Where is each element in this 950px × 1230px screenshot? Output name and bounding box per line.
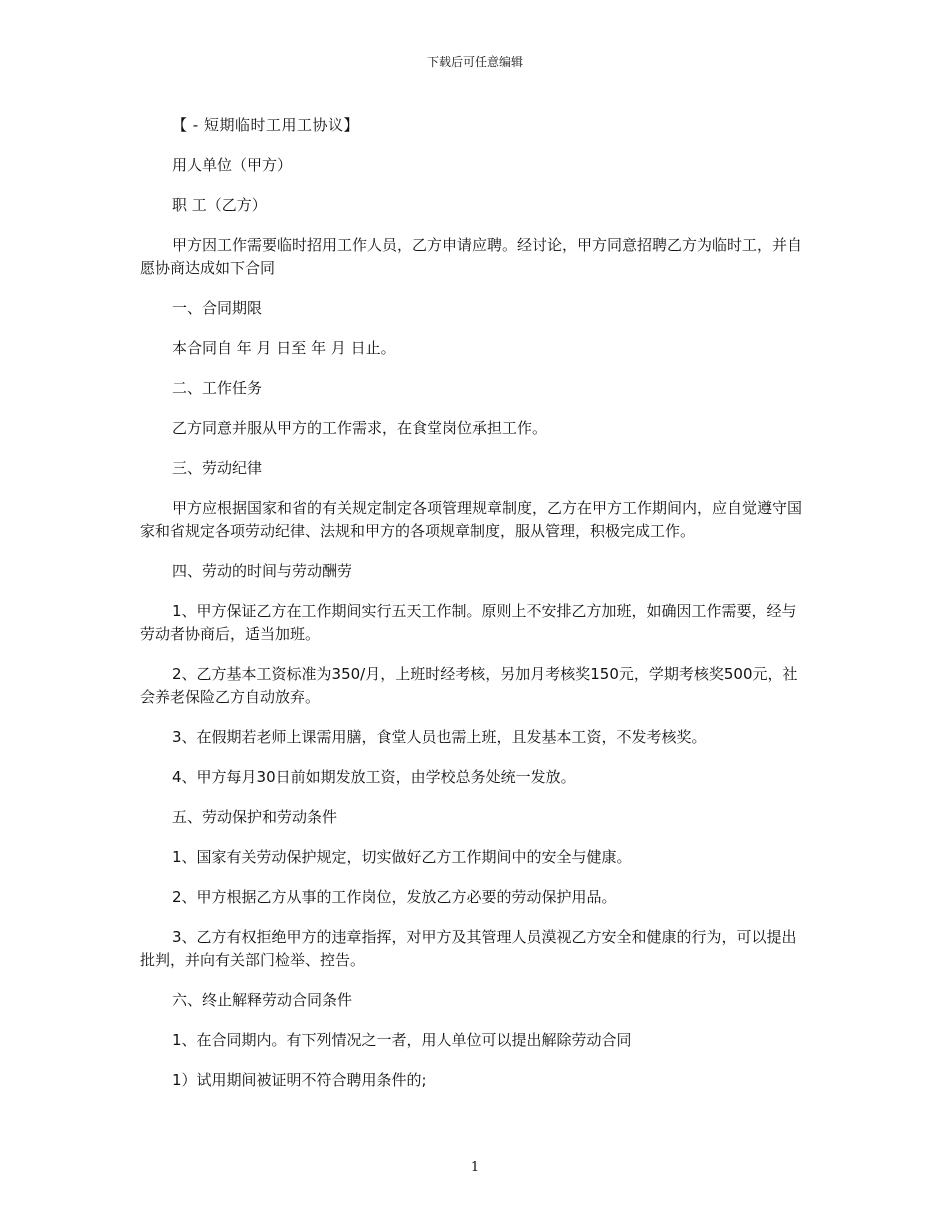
party-b-line: 职 工（乙方） xyxy=(172,196,267,214)
protection-item-3: 3、乙方有权拒绝甲方的违章指挥，对甲方及其管理人员漠视乙方安全和健康的行为，可以提出批判，并向有关部门检举、控告。 xyxy=(140,928,797,969)
protection-item-2: 2、甲方根据乙方从事的工作岗位，发放乙方必要的劳动保护用品。 xyxy=(172,888,617,906)
term-paragraph: 本合同自 年 月 日至 年 月 日止。 xyxy=(172,339,396,357)
hours-pay-item-1: 1、甲方保证乙方在工作期间实行五天工作制。原则上不安排乙方加班，如确因工作需要，经与劳动者协商后，适当加班。 xyxy=(140,602,797,643)
agreement-title: 【 - 短期临时工用工协议】 xyxy=(172,116,359,134)
section-heading-protection: 五、劳动保护和劳动条件 xyxy=(172,808,338,826)
hours-pay-item-2: 2、乙方基本工资标准为350/月，上班时经考核，另加月考核奖150元，学期考核奖500元，社会养老保险乙方自动放弃。 xyxy=(140,665,798,706)
termination-item-1: 1、在合同期内。有下列情况之一者，用人单位可以提出解除劳动合同 xyxy=(172,1031,632,1049)
termination-subitem-1: 1）试用期间被证明不符合聘用条件的; xyxy=(172,1071,427,1089)
tasks-paragraph: 乙方同意并服从甲方的工作需求，在食堂岗位承担工作。 xyxy=(172,419,548,437)
hours-pay-item-4: 4、甲方每月30日前如期发放工资，由学校总务处统一发放。 xyxy=(172,768,576,786)
hours-pay-item-3: 3、在假期若老师上课需用膳，食堂人员也需上班，且发基本工资，不发考核奖。 xyxy=(172,728,707,746)
protection-item-1: 1、国家有关劳动保护规定，切实做好乙方工作期间中的安全与健康。 xyxy=(172,848,632,866)
section-heading-hours-pay: 四、劳动的时间与劳动酬劳 xyxy=(172,562,353,580)
section-heading-tasks: 二、工作任务 xyxy=(172,379,263,397)
discipline-paragraph: 甲方应根据国家和省的有关规定制定各项管理规章制度，乙方在甲方工作期间内，应自觉遵守国家和省规定各项劳动纪律、法规和甲方的各项规章制度，服从管理，积极完成工作。 xyxy=(140,499,803,540)
section-heading-discipline: 三、劳动纪律 xyxy=(172,459,263,477)
party-a-line: 用人单位（甲方） xyxy=(172,156,293,174)
page-header-note: 下载后可任意编辑 xyxy=(426,55,523,69)
section-heading-termination: 六、终止解释劳动合同条件 xyxy=(172,991,353,1009)
document-body xyxy=(140,114,810,1109)
preamble-paragraph: 甲方因工作需要临时招用工作人员，乙方申请应聘。经讨论，甲方同意招聘乙方为临时工，并自愿协商达成如下合同 xyxy=(140,236,803,277)
section-heading-term: 一、合同期限 xyxy=(172,299,263,317)
page-number: 1 xyxy=(470,1160,480,1175)
